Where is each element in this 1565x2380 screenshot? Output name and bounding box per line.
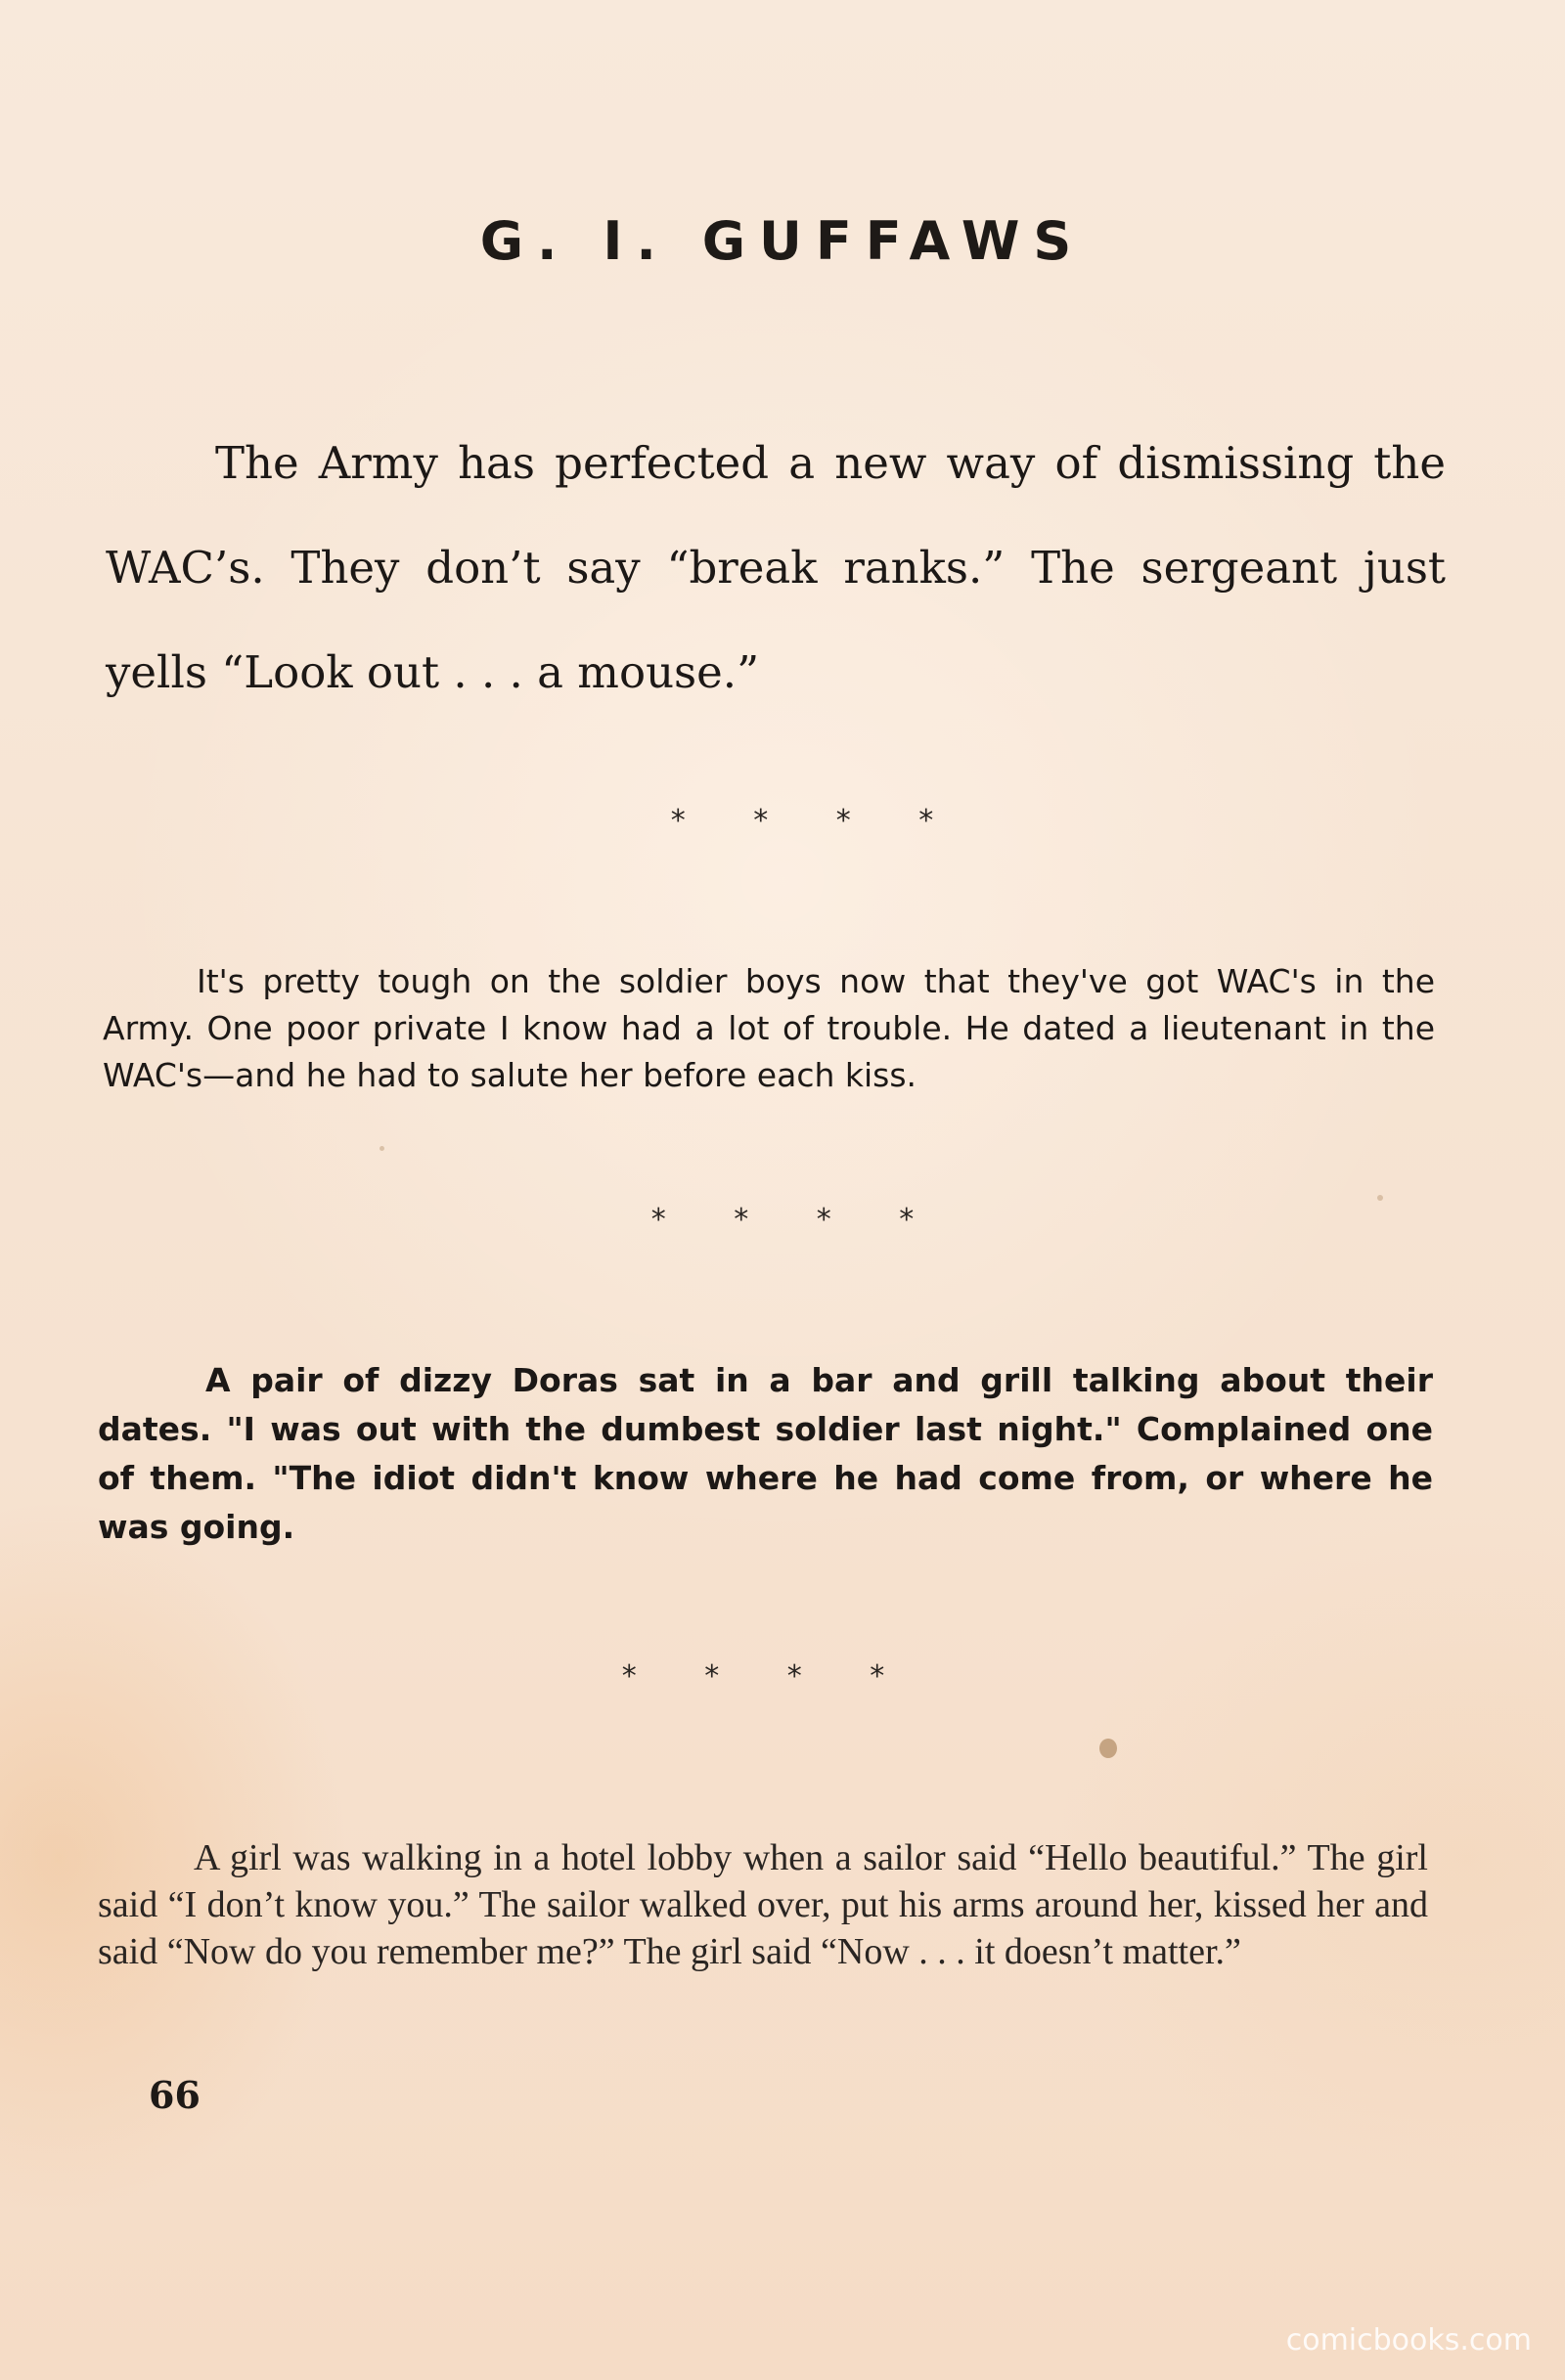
page-number: 66 bbox=[149, 2073, 201, 2117]
paper-speck bbox=[1377, 1195, 1383, 1201]
separator-3: * * * * bbox=[621, 1659, 885, 1694]
page-title: G. I. GUFFAWS bbox=[479, 210, 1086, 272]
paper-speck bbox=[380, 1146, 384, 1151]
joke-3: A pair of dizzy Doras sat in a bar and grill talking about their dates. "I was out with the dumbest soldier last night." Complained one of them. "The idiot didn't know where he had come from, or where he was going. bbox=[98, 1361, 1433, 1546]
separator-1: * * * * bbox=[670, 804, 934, 838]
joke-1: The Army has perfected a new way of dismissing the WAC’s. They don’t say “break ranks.” The sergeant just yells “Look out . . . a mouse.” bbox=[106, 437, 1446, 698]
watermark: comicbooks.com bbox=[1285, 2323, 1532, 2358]
joke-4: A girl was walking in a hotel lobby when a sailor said “Hello beautiful.” The girl said “I don’t know you.” The sailor walked over, put his arms around her, kissed her and said “Now do you remember me?” The girl said “Now . . . it doesn’t matter.” bbox=[98, 1837, 1428, 1972]
joke-2: It's pretty tough on the soldier boys now that they've got WAC's in the Army. One poor private I know had a lot of trouble. He dated a lieutenant in the WAC's—and he had to salute her before each kiss. bbox=[103, 962, 1435, 1094]
paper-speck bbox=[1099, 1739, 1117, 1758]
separator-2: * * * * bbox=[650, 1203, 915, 1237]
